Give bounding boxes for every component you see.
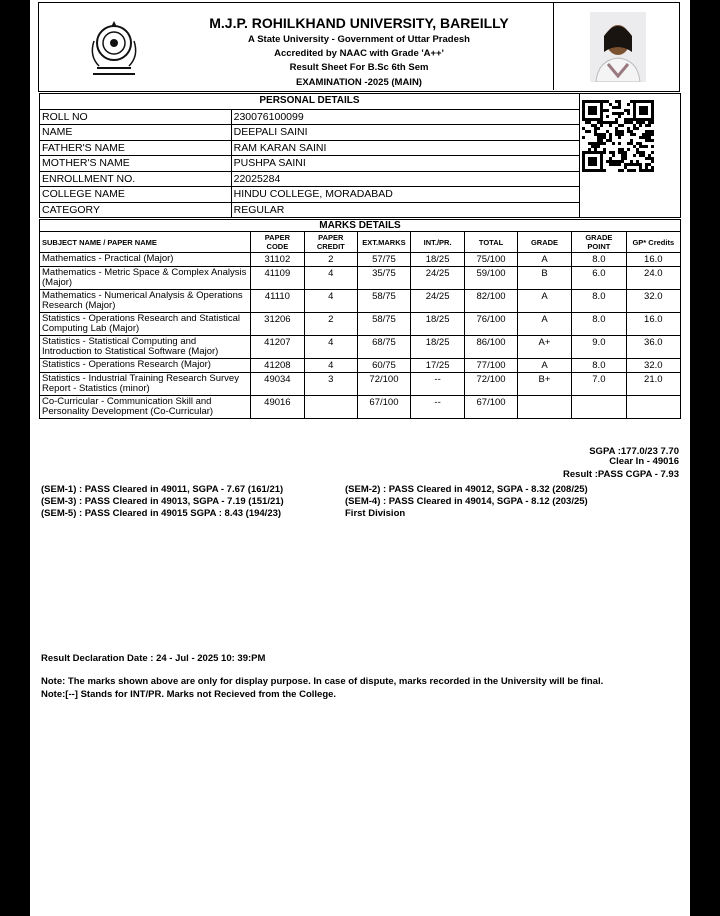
cell-ext: 35/75 [358, 267, 411, 290]
sem1-result: (SEM-1) : PASS Cleared in 49011, SGPA - 7.67 (161/21) [41, 484, 284, 495]
personal-details-title: PERSONAL DETAILS [40, 94, 580, 110]
cell-gp: 7.0 [572, 373, 626, 396]
cell-gpc: 16.0 [626, 313, 680, 336]
cell-total: 59/100 [465, 267, 518, 290]
cell-credit [304, 396, 357, 419]
table-row: COLLEGE NAME HINDU COLLEGE, MORADABAD [40, 187, 681, 203]
subject-cell: Mathematics - Numerical Analysis & Operations Research (Major) [40, 290, 251, 313]
cell-code: 49034 [251, 373, 304, 396]
cell-grade: B [517, 267, 571, 290]
cell-ext: 58/75 [358, 290, 411, 313]
cell-ext: 68/75 [358, 336, 411, 359]
result-sheet-line: Result Sheet For B.Sc 6th Sem [289, 62, 429, 73]
table-row [40, 267, 681, 290]
cell-grade: A [517, 253, 571, 267]
int-pr-note: Note:[--] Stands for INT/PR. Marks not Recieved from the College. [41, 689, 337, 700]
sem2-result: (SEM-2) : PASS Cleared in 49012, SGPA - 8.32 (208/25) [345, 484, 588, 495]
table-row: CATEGORY REGULAR [40, 202, 681, 218]
cell-credit: 3 [304, 373, 357, 396]
university-title: M.J.P. ROHILKHAND UNIVERSITY, BAREILLY [209, 15, 509, 31]
cell-gp: 8.0 [572, 253, 626, 267]
result-sheet [30, 0, 690, 916]
header-paper-code: PAPER CODE [251, 232, 304, 253]
subject-cell: Statistics - Statistical Computing and Introduction to Statistical Software (Major) [40, 336, 251, 359]
header-gp-credits: GP* Credits [626, 232, 680, 253]
naac-line: Accredited by NAAC with Grade 'A++' [274, 48, 444, 59]
cell-credit: 4 [304, 359, 357, 373]
table-row [40, 313, 681, 336]
marks-details-table [39, 219, 681, 419]
header-ext-marks: EXT.MARKS [358, 232, 411, 253]
cell-code: 41109 [251, 267, 304, 290]
display-note: Note: The marks shown above are only for display purpose. In case of dispute, marks recorded in the University will be final. [41, 676, 604, 687]
sem3-result: (SEM-3) : PASS Cleared in 49013, SGPA - 7.19 (151/21) [41, 496, 284, 507]
header-grade-point: GRADE POINT [572, 232, 626, 253]
cell-credit: 4 [304, 290, 357, 313]
qr-code-icon [582, 100, 654, 172]
declaration-date: Result Declaration Date : 24 - Jul - 2025 10: 39:PM [41, 653, 266, 664]
cell-gpc: 32.0 [626, 359, 680, 373]
cell-credit: 2 [304, 313, 357, 336]
cell-gp: 8.0 [572, 313, 626, 336]
header-box [38, 2, 680, 92]
cell-ext: 60/75 [358, 359, 411, 373]
cell-int: 24/25 [410, 267, 464, 290]
cell-gp: 8.0 [572, 290, 626, 313]
cell-gpc: 21.0 [626, 373, 680, 396]
cell-ext: 67/100 [358, 396, 411, 419]
table-row [40, 253, 681, 267]
cell-gp [572, 396, 626, 419]
cell-int: 24/25 [410, 290, 464, 313]
cell-ext: 57/75 [358, 253, 411, 267]
cell-grade: A [517, 290, 571, 313]
cell-code: 41110 [251, 290, 304, 313]
table-row [40, 290, 681, 313]
header-int-pr: INT./PR. [410, 232, 464, 253]
cell-total: 67/100 [465, 396, 518, 419]
table-row [40, 396, 681, 419]
table-row: ENROLLMENT NO. 22025284 [40, 171, 681, 187]
table-row: NAME DEEPALI SAINI [40, 125, 681, 141]
cell-ext: 58/75 [358, 313, 411, 336]
student-photo [590, 12, 646, 82]
cell-code: 31102 [251, 253, 304, 267]
cell-gpc: 32.0 [626, 290, 680, 313]
sem5-result: (SEM-5) : PASS Cleared in 49015 SGPA : 8.43 (194/23) [41, 508, 282, 519]
cell-gpc [626, 396, 680, 419]
cell-code: 41207 [251, 336, 304, 359]
cell-total: 82/100 [465, 290, 518, 313]
cell-grade: A+ [517, 336, 571, 359]
cell-total: 75/100 [465, 253, 518, 267]
subject-cell: Statistics - Industrial Training Research Survey Report - Statistics (minor) [40, 373, 251, 396]
cell-code: 41208 [251, 359, 304, 373]
sgpa-text: SGPA :177.0/23 7.70 [589, 446, 679, 457]
cell-total: 72/100 [465, 373, 518, 396]
cell-int: -- [410, 373, 464, 396]
cell-int: 18/25 [410, 253, 464, 267]
cell-gpc: 36.0 [626, 336, 680, 359]
cell-int: 18/25 [410, 336, 464, 359]
cell-gp: 9.0 [572, 336, 626, 359]
cell-credit: 2 [304, 253, 357, 267]
cell-grade: A [517, 313, 571, 336]
header-paper-credit: PAPER CREDIT [304, 232, 357, 253]
cell-gp: 6.0 [572, 267, 626, 290]
table-row [40, 359, 681, 373]
cell-grade [517, 396, 571, 419]
cell-grade: B+ [517, 373, 571, 396]
cell-credit: 4 [304, 336, 357, 359]
sem4-result: (SEM-4) : PASS Cleared in 49014, SGPA - 8.12 (203/25) [345, 496, 588, 507]
cell-int: 17/25 [410, 359, 464, 373]
cell-gpc: 24.0 [626, 267, 680, 290]
subject-cell: Statistics - Operations Research and Statistical Computing Lab (Major) [40, 313, 251, 336]
cell-total: 77/100 [465, 359, 518, 373]
subject-cell: Mathematics - Metric Space & Complex Analysis (Major) [40, 267, 251, 290]
cell-grade: A [517, 359, 571, 373]
cell-total: 86/100 [465, 336, 518, 359]
cell-total: 76/100 [465, 313, 518, 336]
table-row: MOTHER'S NAME PUSHPA SAINI [40, 156, 681, 172]
table-row: FATHER'S NAME RAM KARAN SAINI [40, 140, 681, 156]
subject-cell: Mathematics - Practical (Major) [40, 253, 251, 267]
photo-divider [553, 2, 554, 90]
clear-in-text: Clear In - 49016 [609, 456, 679, 467]
cell-credit: 4 [304, 267, 357, 290]
table-row [40, 373, 681, 396]
cell-gpc: 16.0 [626, 253, 680, 267]
division-text: First Division [345, 508, 406, 519]
examination-line: EXAMINATION -2025 (MAIN) [296, 77, 422, 88]
cell-gp: 8.0 [572, 359, 626, 373]
subject-cell: Co-Curricular - Communication Skill and Personality Development (Co-Curricular) [40, 396, 251, 419]
state-university-line: A State University - Government of Uttar Pradesh [248, 34, 470, 45]
cell-code: 31206 [251, 313, 304, 336]
cell-int: 18/25 [410, 313, 464, 336]
cell-code: 49016 [251, 396, 304, 419]
header-grade: GRADE [517, 232, 571, 253]
header-total: TOTAL [465, 232, 518, 253]
table-row: ROLL NO 230076100099 [40, 109, 681, 125]
table-row [40, 336, 681, 359]
cell-ext: 72/100 [358, 373, 411, 396]
header-subject: SUBJECT NAME / PAPER NAME [40, 232, 251, 253]
result-text: Result :PASS CGPA - 7.93 [563, 469, 679, 480]
cell-int: -- [410, 396, 464, 419]
marks-details-title: MARKS DETAILS [40, 220, 681, 232]
subject-cell: Statistics - Operations Research (Major) [40, 359, 251, 373]
